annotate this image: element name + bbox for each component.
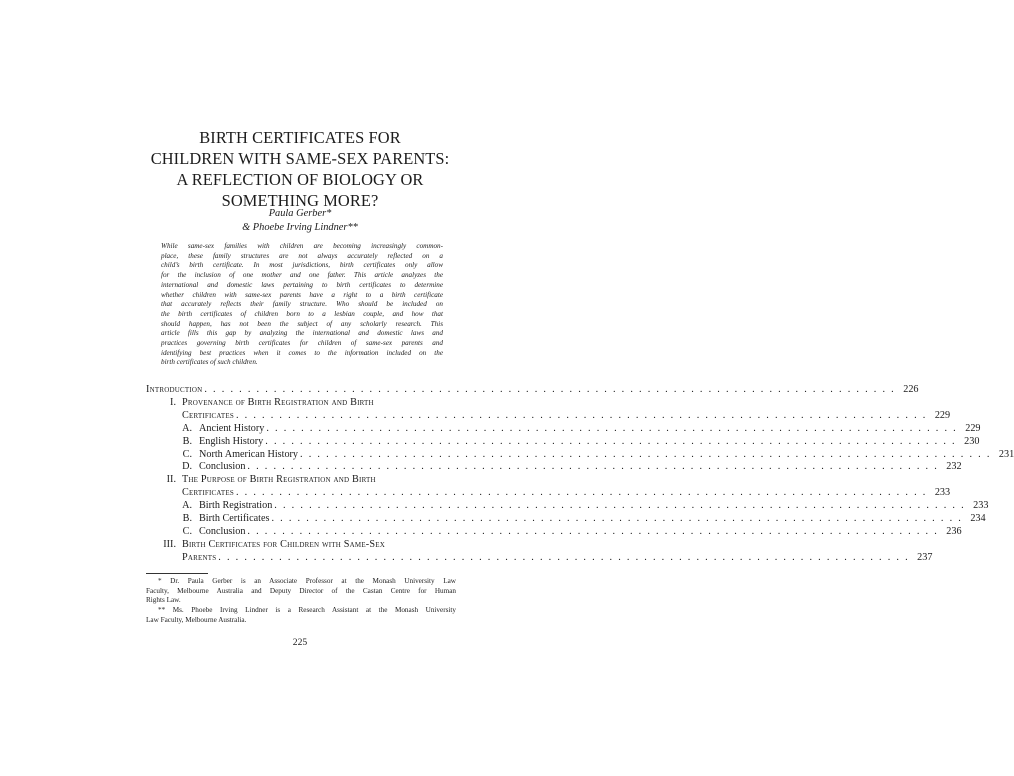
toc-entry-page: 230 bbox=[964, 435, 980, 447]
toc-entry bbox=[146, 538, 456, 551]
footnote-line: Law Faculty, Melbourne Australia. bbox=[146, 615, 247, 624]
toc-leader-dots: . . . . . . . . . . . . . . . . . . . . . . . . . . . . . . . . . . . . . . . . . . . . . . . . . . . . . . . . . . . . . . . . . . . . . . . . . . . . . . . . bbox=[204, 384, 896, 395]
toc-entry-number: A. bbox=[182, 500, 192, 512]
toc-entry-number: B. bbox=[182, 435, 192, 447]
toc-entry-number: I. bbox=[170, 396, 176, 408]
toc-entry-number: D. bbox=[182, 461, 192, 473]
toc-leader-dots: . . . . . . . . . . . . . . . . . . . . . . . . . . . . . . . . . . . . . . . . . . . . . . . . . . . . . . . . . . . . . . . . . . . . . . . . . . . . . . . . bbox=[218, 551, 910, 563]
toc-entry bbox=[146, 448, 1014, 461]
author-line-1: Paula Gerber* bbox=[268, 208, 332, 219]
toc-entry-title: The Purpose of Birth Registration and Birth bbox=[182, 474, 376, 486]
toc-entry bbox=[146, 422, 981, 435]
footnote-line: ** Ms. Phoebe Irving Lindner is a Research Assistant at the Monash University bbox=[158, 606, 456, 615]
toc-entry-title: Certificates bbox=[182, 487, 234, 499]
abstract-line: that accurately reflects their family structure. Who should be included on bbox=[161, 300, 443, 309]
toc-entry-page: 226 bbox=[903, 384, 919, 395]
article-title bbox=[120, 127, 480, 211]
toc-entry-title: Conclusion bbox=[199, 525, 246, 537]
toc-entry-title: Birth Certificates bbox=[199, 513, 270, 524]
author-line-2: & Phoebe Irving Lindner** bbox=[242, 222, 358, 233]
toc-entry-page: 229 bbox=[965, 422, 981, 434]
toc-entry-title: Introduction bbox=[146, 384, 203, 395]
author-block bbox=[150, 207, 450, 235]
abstract-line: practices governing birth certificates for children of same-sex parents and bbox=[161, 339, 443, 348]
toc-entry-number: C. bbox=[182, 448, 192, 460]
title-line: BIRTH CERTIFICATES FOR bbox=[199, 128, 401, 147]
toc-leader-dots: . . . . . . . . . . . . . . . . . . . . . . . . . . . . . . . . . . . . . . . . . . . . . . . . . . . . . . . . . . . . . . . . . . . . . . . . . . . . . . . . bbox=[235, 487, 928, 499]
toc-entry-title: Ancient History bbox=[199, 422, 265, 434]
toc-entry-title: North American History bbox=[199, 448, 299, 460]
toc-entry-page: 233 bbox=[973, 500, 989, 512]
toc-entry-number: A. bbox=[182, 422, 192, 434]
toc-entry-number: B. bbox=[182, 513, 192, 524]
toc-leader-dots: . . . . . . . . . . . . . . . . . . . . . . . . . . . . . . . . . . . . . . . . . . . . . . . . . . . . . . . . . . . . . . . . . . . . . . . . . . . . . . . . bbox=[247, 461, 939, 473]
toc-entry-number: III. bbox=[163, 538, 176, 550]
toc-entry-title: Birth Certificates for Children with Same-Sex bbox=[182, 538, 385, 550]
page-number: 225 bbox=[292, 637, 308, 648]
toc-entry-title: Parents bbox=[182, 551, 217, 563]
toc-entry bbox=[146, 409, 951, 422]
footnote-line: Rights Law. bbox=[146, 596, 181, 605]
abstract-line: child’s birth certificate. In most jurisdictions, birth certificates only allow bbox=[161, 261, 443, 270]
toc-entry-page: 234 bbox=[970, 513, 986, 524]
toc-entry-page: 233 bbox=[934, 487, 951, 499]
toc-entry bbox=[146, 512, 986, 525]
toc-entry bbox=[146, 551, 933, 564]
toc-entry bbox=[146, 435, 980, 448]
toc-entry-page: 236 bbox=[946, 525, 962, 537]
toc-entry-title: Birth Registration bbox=[199, 500, 273, 512]
toc-leader-dots: . . . . . . . . . . . . . . . . . . . . . . . . . . . . . . . . . . . . . . . . . . . . . . . . . . . . . . . . . . . . . . . . . . . . . . . . . . . . . . . . bbox=[274, 500, 966, 512]
toc-leader-dots: . . . . . . . . . . . . . . . . . . . . . . . . . . . . . . . . . . . . . . . . . . . . . . . . . . . . . . . . . . . . . . . . . . . . . . . . . . . . . . . . bbox=[235, 409, 928, 421]
toc-entry-number: C. bbox=[182, 525, 192, 537]
toc-leader-dots: . . . . . . . . . . . . . . . . . . . . . . . . . . . . . . . . . . . . . . . . . . . . . . . . . . . . . . . . . . . . . . . . . . . . . . . . . . . . . . . . bbox=[265, 435, 957, 447]
footnote-divider bbox=[146, 573, 208, 574]
toc-leader-dots: . . . . . . . . . . . . . . . . . . . . . . . . . . . . . . . . . . . . . . . . . . . . . . . . . . . . . . . . . . . . . . . . . . . . . . . . . . . . . . . . bbox=[266, 422, 958, 434]
abstract-line: identifying best practices when it comes to the information included on the bbox=[161, 348, 443, 357]
abstract-line: While same-sex families with children are becoming increasingly common- bbox=[161, 242, 443, 250]
title-line: A REFLECTION OF BIOLOGY OR bbox=[176, 170, 424, 189]
abstract-line: article fills this gap by analyzing the international and domestic laws and bbox=[161, 329, 443, 338]
abstract-line: should happen, has not been the subject of any scholarly research. This bbox=[161, 319, 443, 328]
abstract-line: for the inclusion of one mother and one father. This article analyzes the bbox=[161, 271, 443, 280]
toc-entry-title: Conclusion bbox=[199, 461, 246, 473]
toc-entry bbox=[146, 383, 919, 396]
abstract-line: the birth certificates of children born to a lesbian couple, and how that bbox=[161, 309, 443, 318]
toc-entry-title: Certificates bbox=[182, 409, 234, 421]
toc-entry-page: 231 bbox=[998, 448, 1014, 460]
toc-entry-title: English History bbox=[199, 435, 264, 447]
abstract-line: place, these family structures are not always accurately reflected on a bbox=[161, 251, 443, 260]
toc-entry bbox=[146, 499, 989, 512]
toc-leader-dots: . . . . . . . . . . . . . . . . . . . . . . . . . . . . . . . . . . . . . . . . . . . . . . . . . . . . . . . . . . . . . . . . . . . . . . . . . . . . . . . . bbox=[300, 448, 992, 460]
toc-leader-dots: . . . . . . . . . . . . . . . . . . . . . . . . . . . . . . . . . . . . . . . . . . . . . . . . . . . . . . . . . . . . . . . . . . . . . . . . . . . . . . . . bbox=[247, 525, 939, 537]
toc-entry bbox=[146, 396, 456, 409]
toc-entry bbox=[146, 486, 951, 499]
abstract bbox=[161, 242, 443, 368]
abstract-line: international and domestic laws pertaining to birth certificates to determine bbox=[161, 280, 443, 289]
toc-entry bbox=[146, 473, 456, 486]
footnote-line: Faculty, Melbourne Australia and Deputy Director of the Castan Centre for Human bbox=[146, 586, 456, 595]
toc-entry-number: II. bbox=[166, 474, 176, 486]
title-line: CHILDREN WITH SAME-SEX PARENTS: bbox=[150, 149, 450, 168]
toc-entry-page: 232 bbox=[946, 461, 962, 473]
toc-leader-dots: . . . . . . . . . . . . . . . . . . . . . . . . . . . . . . . . . . . . . . . . . . . . . . . . . . . . . . . . . . . . . . . . . . . . . . . . . . . . . . . . bbox=[271, 513, 963, 524]
abstract-line: whether children with same-sex parents have a right to a birth certificate bbox=[161, 290, 443, 299]
abstract-line: birth certificates of such children. bbox=[161, 358, 258, 367]
toc-entry-title: Provenance of Birth Registration and Birth bbox=[182, 396, 374, 408]
toc-entry bbox=[146, 460, 962, 473]
title-line: SOMETHING MORE? bbox=[221, 191, 379, 210]
toc-entry-page: 237 bbox=[917, 551, 933, 563]
toc-entry-page: 229 bbox=[934, 409, 951, 421]
footnotes bbox=[146, 577, 456, 626]
footnote-line: * Dr. Paula Gerber is an Associate Professor at the Monash University Law bbox=[158, 577, 456, 585]
toc-entry bbox=[146, 525, 962, 538]
